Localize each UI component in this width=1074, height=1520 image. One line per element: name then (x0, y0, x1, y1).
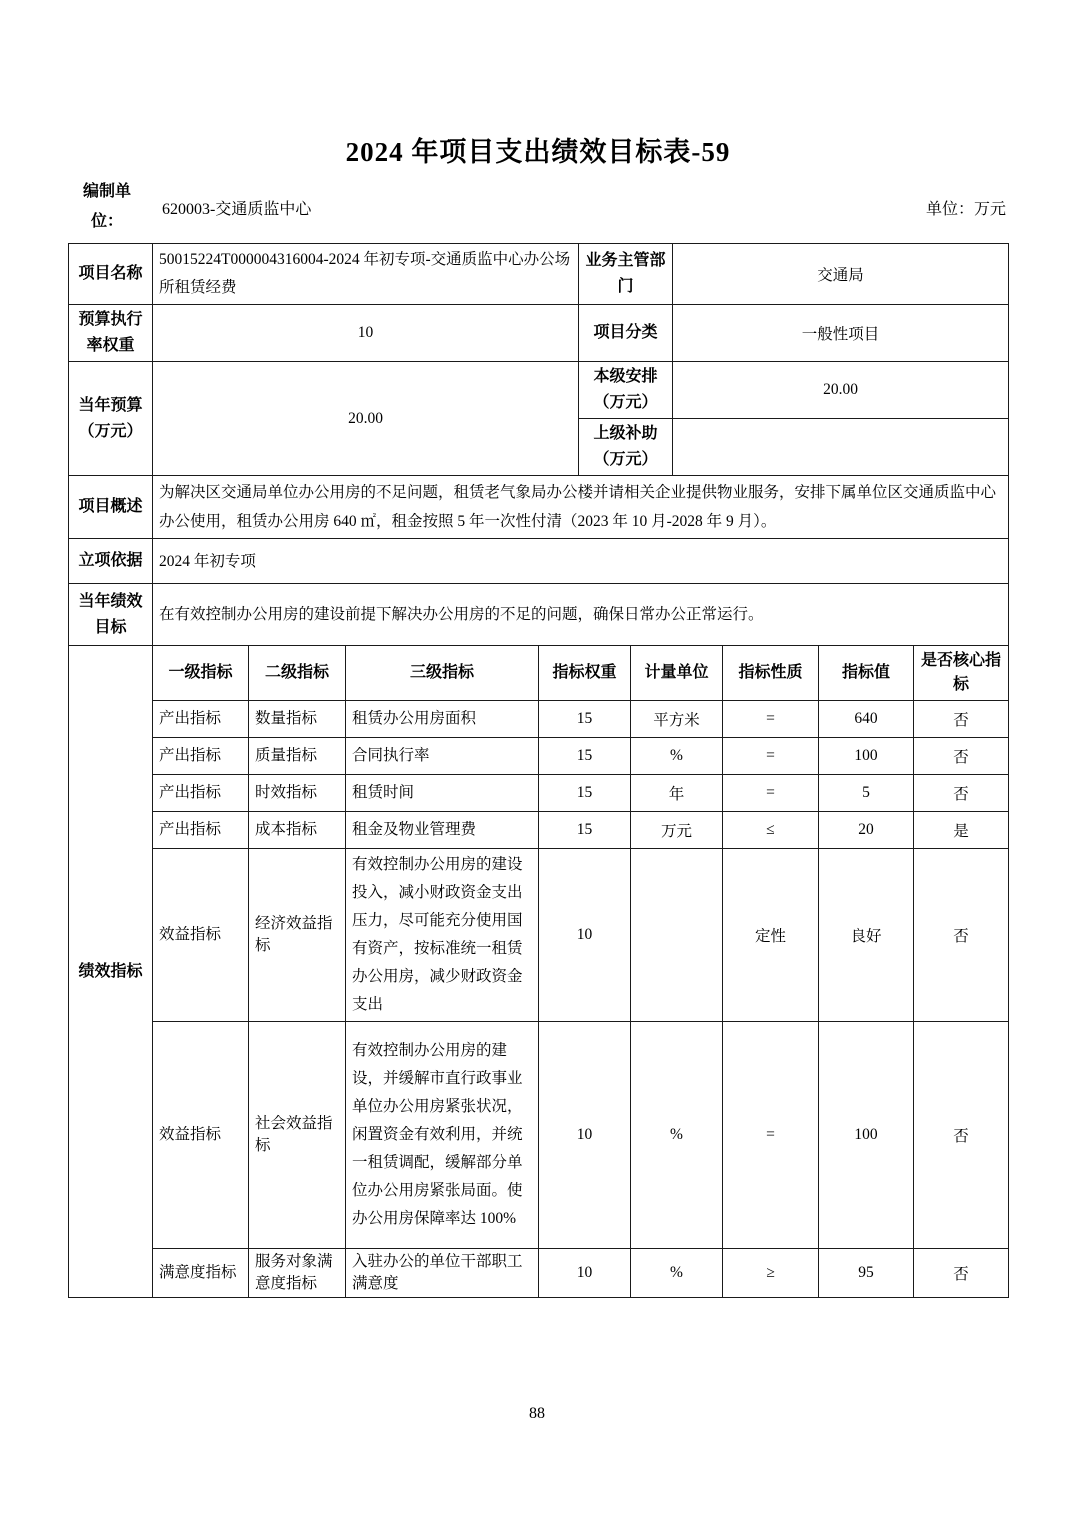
indicator-cell: = (723, 775, 819, 812)
basis-row (69, 539, 1009, 584)
indicator-cell: % (631, 1022, 723, 1249)
indicator-header-nature: 指标性质 (723, 646, 819, 701)
indicator-cell: 15 (539, 775, 631, 812)
indicator-header-weight: 指标权重 (539, 646, 631, 701)
indicator-cell: ≤ (723, 812, 819, 849)
indicator-table (68, 645, 1009, 1298)
indicator-cell: 是 (914, 812, 1009, 849)
org-unit-value: 620003-交通质监中心 (162, 200, 312, 218)
goal-label: 当年绩效目标 (69, 584, 153, 646)
superior-subsidy-value (673, 419, 1009, 476)
dept-value: 交通局 (673, 244, 1009, 305)
indicator-cell: = (723, 738, 819, 775)
indicator-cell: 租赁时间 (346, 775, 539, 812)
indicator-row (69, 812, 1009, 849)
page-title: 2024 年项目支出绩效目标表-59 (345, 137, 731, 167)
indicator-cell: 定性 (723, 849, 819, 1022)
indicator-cell: 10 (539, 849, 631, 1022)
indicator-cell: 20 (819, 812, 914, 849)
indicator-cell: 满意度指标 (153, 1249, 249, 1298)
indicator-row (69, 1249, 1009, 1298)
indicator-section-label: 绩效指标 (69, 646, 153, 1298)
indicator-row (69, 775, 1009, 812)
indicator-cell: 否 (914, 775, 1009, 812)
indicator-header-level1: 一级指标 (153, 646, 249, 701)
indicator-cell: 效益指标 (153, 1022, 249, 1249)
project-name-label: 项目名称 (69, 244, 153, 305)
org-header-row (68, 171, 1008, 243)
indicator-cell: 租金及物业管理费 (346, 812, 539, 849)
budget-weight-label: 预算执行率权重 (69, 305, 153, 362)
indicator-cell: 否 (914, 1249, 1009, 1298)
indicator-cell: 社会效益指标 (249, 1022, 346, 1249)
indicator-cell: 年 (631, 775, 723, 812)
indicator-cell: 产出指标 (153, 701, 249, 738)
indicator-cell: 10 (539, 1022, 631, 1249)
goal-row (69, 584, 1009, 646)
indicator-cell: 15 (539, 812, 631, 849)
indicator-cell: 640 (819, 701, 914, 738)
indicator-cell: ≥ (723, 1249, 819, 1298)
indicator-cell: 15 (539, 738, 631, 775)
indicator-header-level3: 三级指标 (346, 646, 539, 701)
overview-text: 为解决区交通局单位办公用房的不足问题，租赁老气象局办公楼并请相关企业提供物业服务，安排下属单位区交通质监中心办公使用，租赁办公用房 640 ㎡，租金按照 5 年一次性付清（2023 年 10 月-2028 年 9 月）。 (153, 476, 1009, 539)
indicator-cell: 万元 (631, 812, 723, 849)
indicator-cell: 否 (914, 849, 1009, 1022)
indicator-cell: 10 (539, 1249, 631, 1298)
project-info-table (68, 243, 1009, 646)
overview-row (69, 476, 1009, 539)
budget-weight-value: 10 (153, 305, 579, 362)
indicator-cell: 平方米 (631, 701, 723, 738)
indicator-cell: 95 (819, 1249, 914, 1298)
basis-text: 2024 年初专项 (153, 539, 1009, 584)
page-number: 88 (529, 1405, 545, 1422)
indicator-cell: 100 (819, 1022, 914, 1249)
year-budget-label: 当年预算（万元） (69, 362, 153, 476)
indicator-cell: = (723, 1022, 819, 1249)
indicator-row (69, 849, 1009, 1022)
indicator-cell: % (631, 1249, 723, 1298)
year-budget-row (69, 362, 1009, 419)
indicator-header-value: 指标值 (819, 646, 914, 701)
indicator-cell: 时效指标 (249, 775, 346, 812)
indicator-cell: 产出指标 (153, 738, 249, 775)
indicator-cell: 服务对象满意度指标 (249, 1249, 346, 1298)
indicator-header-level2: 二级指标 (249, 646, 346, 701)
goal-text: 在有效控制办公用房的建设前提下解决办公用房的不足的问题，确保日常办公正常运行。 (153, 584, 1009, 646)
indicator-cell: 15 (539, 701, 631, 738)
indicator-row (69, 738, 1009, 775)
indicator-header-core: 是否核心指标 (914, 646, 1009, 701)
indicator-cell: 效益指标 (153, 849, 249, 1022)
indicator-cell: 有效控制办公用房的建设，并缓解市直行政事业单位办公用房紧张状况，闲置资金有效利用，并统一租赁调配，缓解部分单位办公用房紧张局面。使办公用房保障率达 100% (346, 1022, 539, 1249)
indicator-header-row (69, 646, 1009, 701)
dept-label: 业务主管部门 (579, 244, 673, 305)
indicator-cell: 经济效益指标 (249, 849, 346, 1022)
indicator-row (69, 701, 1009, 738)
indicator-cell: = (723, 701, 819, 738)
org-unit-label: 编制单位： (82, 183, 131, 230)
project-name-value: 50015224T000004316004-2024 年初专项-交通质监中心办公场所租赁经费 (153, 244, 579, 305)
indicator-cell: 5 (819, 775, 914, 812)
category-label: 项目分类 (579, 305, 673, 362)
year-budget-value: 20.00 (153, 362, 579, 476)
indicator-cell: 良好 (819, 849, 914, 1022)
document-content (68, 0, 1008, 1298)
category-value: 一般性项目 (673, 305, 1009, 362)
indicator-cell: 租赁办公用房面积 (346, 701, 539, 738)
indicator-row (69, 1022, 1009, 1249)
budget-weight-row (69, 305, 1009, 362)
indicator-cell: 数量指标 (249, 701, 346, 738)
indicator-cell: 有效控制办公用房的建设投入，减小财政资金支出压力，尽可能充分使用国有资产，按标准统一租赁办公用房，减少财政资金支出 (346, 849, 539, 1022)
indicator-cell: 否 (914, 1022, 1009, 1249)
indicator-cell (631, 849, 723, 1022)
indicator-cell: 合同执行率 (346, 738, 539, 775)
superior-subsidy-label: 上级补助（万元） (579, 419, 673, 476)
indicator-cell: 否 (914, 738, 1009, 775)
indicator-cell: 产出指标 (153, 775, 249, 812)
indicator-cell: 否 (914, 701, 1009, 738)
indicator-cell: 成本指标 (249, 812, 346, 849)
indicator-cell: % (631, 738, 723, 775)
indicator-cell: 入驻办公的单位干部职工满意度 (346, 1249, 539, 1298)
local-arrangement-label: 本级安排（万元） (579, 362, 673, 419)
indicator-header-unit: 计量单位 (631, 646, 723, 701)
basis-label: 立项依据 (69, 539, 153, 584)
indicator-cell: 产出指标 (153, 812, 249, 849)
unit-note: 单位：万元 (925, 200, 1006, 218)
overview-label: 项目概述 (69, 476, 153, 539)
indicator-cell: 质量指标 (249, 738, 346, 775)
local-arrangement-value: 20.00 (673, 362, 1009, 419)
project-name-row (69, 244, 1009, 305)
indicator-cell: 100 (819, 738, 914, 775)
